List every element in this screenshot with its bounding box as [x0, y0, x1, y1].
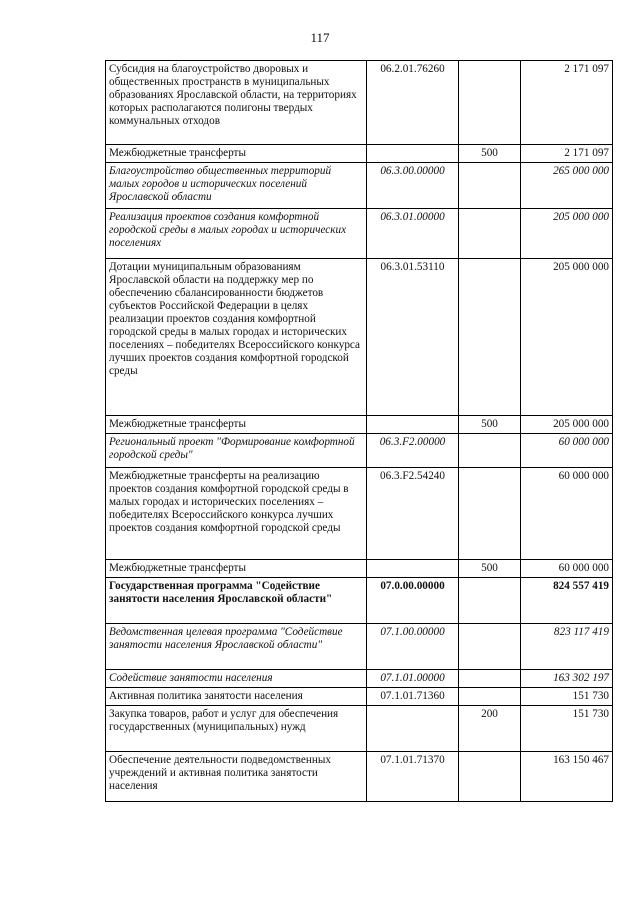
- row-code-cell: [367, 706, 459, 752]
- table-row: [106, 624, 613, 670]
- row-code-cell: 06.3.00.00000: [367, 163, 459, 209]
- row-amount-cell: 2 171 097: [521, 61, 613, 145]
- row-code-cell: 07.1.01.71370: [367, 752, 459, 802]
- row-code-cell: 06.3.F2.00000: [367, 434, 459, 468]
- row-amount-cell: 163 150 467: [521, 752, 613, 802]
- page-number: 117: [310, 30, 330, 45]
- budget-table: [105, 60, 613, 802]
- table-row: [106, 163, 613, 209]
- row-name-cell: Обеспечение деятельности подведомственных учреждений и активная политика занятости населения: [106, 752, 367, 802]
- row-name-cell: Реализация проектов создания комфортной городской среды в малых городах и исторических поселениях: [106, 209, 367, 259]
- row-amount-cell: 205 000 000: [521, 416, 613, 434]
- row-code-cell: 07.0.00.00000: [367, 578, 459, 624]
- row-name-cell: Межбюджетные трансферты на реализацию проектов создания комфортной городской среды в малых городах и исторических поселениях – победителях Всероссийского конкурса лучших проектов создания комфортной городской среды: [106, 468, 367, 560]
- row-type-cell: 500: [459, 416, 521, 434]
- table-row: [106, 259, 613, 416]
- row-name-cell: Содействие занятости населения: [106, 670, 367, 688]
- row-amount-cell: 60 000 000: [521, 468, 613, 560]
- row-type-cell: [459, 209, 521, 259]
- row-name-cell: Региональный проект "Формирование комфортной городской среды": [106, 434, 367, 468]
- table-row: [106, 560, 613, 578]
- row-name-cell: Межбюджетные трансферты: [106, 145, 367, 163]
- table-row: [106, 416, 613, 434]
- table-row: [106, 706, 613, 752]
- row-type-cell: 500: [459, 560, 521, 578]
- row-type-cell: [459, 468, 521, 560]
- row-code-cell: 07.1.00.00000: [367, 624, 459, 670]
- row-amount-cell: 823 117 419: [521, 624, 613, 670]
- row-type-cell: [459, 434, 521, 468]
- row-amount-cell: 151 730: [521, 706, 613, 752]
- row-amount-cell: 60 000 000: [521, 560, 613, 578]
- table-row: [106, 145, 613, 163]
- table-row: [106, 468, 613, 560]
- table-row: [106, 752, 613, 802]
- row-name-cell: Благоустройство общественных территорий малых городов и исторических поселений Ярославской области: [106, 163, 367, 209]
- row-code-cell: 06.3.01.00000: [367, 209, 459, 259]
- table-row: [106, 578, 613, 624]
- row-name-cell: Активная политика занятости населения: [106, 688, 367, 706]
- row-amount-cell: 2 171 097: [521, 145, 613, 163]
- row-type-cell: [459, 61, 521, 145]
- table-row: [106, 434, 613, 468]
- row-type-cell: [459, 259, 521, 416]
- row-type-cell: 200: [459, 706, 521, 752]
- row-code-cell: 06.3.01.53110: [367, 259, 459, 416]
- row-amount-cell: 205 000 000: [521, 259, 613, 416]
- row-type-cell: [459, 624, 521, 670]
- row-amount-cell: 205 000 000: [521, 209, 613, 259]
- row-type-cell: [459, 752, 521, 802]
- row-code-cell: [367, 560, 459, 578]
- row-amount-cell: 163 302 197: [521, 670, 613, 688]
- row-amount-cell: 824 557 419: [521, 578, 613, 624]
- table-row: [106, 670, 613, 688]
- row-type-cell: [459, 670, 521, 688]
- row-code-cell: [367, 416, 459, 434]
- row-name-cell: Межбюджетные трансферты: [106, 560, 367, 578]
- table-row: [106, 61, 613, 145]
- row-code-cell: 06.3.F2.54240: [367, 468, 459, 560]
- row-name-cell: Ведомственная целевая программа "Содействие занятости населения Ярославской области": [106, 624, 367, 670]
- row-amount-cell: 265 000 000: [521, 163, 613, 209]
- table-row: [106, 209, 613, 259]
- row-code-cell: [367, 145, 459, 163]
- row-type-cell: [459, 688, 521, 706]
- row-type-cell: [459, 578, 521, 624]
- row-code-cell: 07.1.01.00000: [367, 670, 459, 688]
- row-name-cell: Государственная программа "Содействие занятости населения Ярославской области": [106, 578, 367, 624]
- row-code-cell: 06.2.01.76260: [367, 61, 459, 145]
- table-row: [106, 688, 613, 706]
- row-type-cell: [459, 163, 521, 209]
- row-name-cell: Субсидия на благоустройство дворовых и общественных пространств в муниципальных образованиях Ярославской области, на территориях которых располагаются полигоны твердых коммунальных отходов: [106, 61, 367, 145]
- row-name-cell: Закупка товаров, работ и услуг для обеспечения государственных (муниципальных) нужд: [106, 706, 367, 752]
- row-type-cell: 500: [459, 145, 521, 163]
- row-amount-cell: 151 730: [521, 688, 613, 706]
- row-name-cell: Межбюджетные трансферты: [106, 416, 367, 434]
- row-code-cell: 07.1.01.71360: [367, 688, 459, 706]
- row-amount-cell: 60 000 000: [521, 434, 613, 468]
- row-name-cell: Дотации муниципальным образованиям Ярославской области на поддержку мер по обеспечению сбалансированности бюджетов субъектов Российской Федерации в целях реализации проектов создания комфортной городской среды в малых городах и исторических поселениях – победителях Всероссийского конкурса лучших проектов создания комфортной городской среды: [106, 259, 367, 416]
